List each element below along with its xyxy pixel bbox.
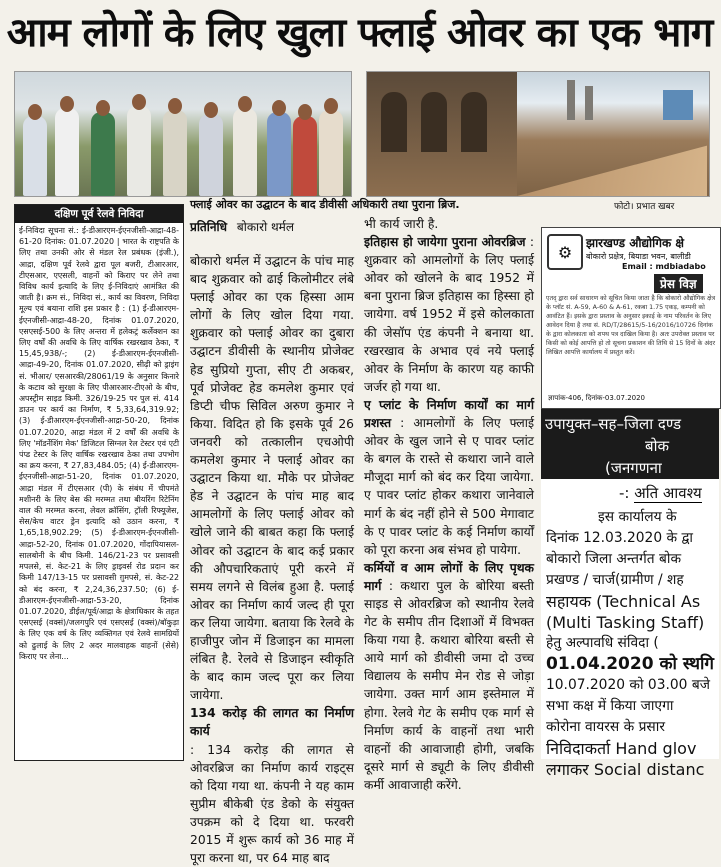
person-head xyxy=(204,102,218,118)
person xyxy=(163,110,187,196)
person xyxy=(127,106,151,196)
tender-title: दक्षिण पूर्व रेलवे निविदा xyxy=(15,205,183,223)
deputy-commissioner-notice xyxy=(541,409,719,779)
article-column-1 xyxy=(190,252,354,867)
press-release-label: प्रेस विज्ञ xyxy=(654,274,703,293)
chimney xyxy=(567,80,575,120)
notice-line: बोकारो जिला अन्तर्गत बोक xyxy=(546,551,682,567)
notice-line: प्रखण्ड / चार्ज(ग्रामीण / शह xyxy=(546,572,684,588)
person-head xyxy=(238,96,252,112)
notice-header-line: (जनगणना xyxy=(605,459,662,477)
chimney xyxy=(585,86,593,120)
notice-header-line: उपायुक्त–सह–जिला दण्ड xyxy=(545,415,681,433)
separate-route-text: : कथारा पुल के बोरिया बस्ती साइड से ओवरब्रिज को स्थानीय रेलवे गेट के समीप तीन दिशाओं में विभक्त किया गया है. कथारा बोरिया बस्ती से आये मार्ग को डीवीसी जमा दो उच्च विद्यालय के समीप मेन रोड से जोड़ा जायेगा. उक्त मार्ग आम इस्तेमाल में होगा. रेलवे गेट के समीप एक मार्ग से निर्माण कार्य के वाहनों तथा भारी वाहनों की आवाजाही होगी, जबकि दूसरे मार्ग से ड्यूटी के लिए डीवीसी कर्मी आवाजाही करेंगे. xyxy=(364,578,534,792)
old-bridge-text: : शुक्रवार को आमलोगों के लिए फ्लाई ओवर को खोलने के बाद 1952 में बना पुराना ब्रिज इतिहास का हिस्सा हो जायेगा. वर्ष 1952 में इसे कोलकाता की जेसॉप एंड कंपनी ने बनाया था. रखरखाव के अभाव एवं नये फ्लाई ओवर के निर्माण के कारण यह काफी जर्जर हो गया था. xyxy=(364,235,534,394)
person xyxy=(91,112,115,196)
person xyxy=(319,110,343,196)
ad-title: झारखण्ड औद्योगिक क्षे xyxy=(586,236,685,250)
person-head xyxy=(132,94,146,110)
subheading-cost: 134 करोड़ की लागत का निर्माण कार्य xyxy=(190,706,354,739)
emblem-icon: ⚙ xyxy=(547,234,583,270)
photo-credit: फोटो। प्रभात खबर xyxy=(614,202,675,212)
cost-text: : 134 करोड़ की लागत से ओवरब्रिज का निर्माण कार्य राइट्स को दिया गया था. कंपनी ने यह काम सुप्रीम बीकेबी एंड डेको के संयुक्त उपक्रम को दे दिया था. फरवरी 2015 में शुरू कार्य को 36 माह में पूरा करना था, पर 64 माह बाद xyxy=(190,742,354,866)
byline-location: बोकारो थर्मल xyxy=(236,220,294,234)
ad-body: एतद् द्वारा सर्व साधारण को सूचित किया जाता है कि बोकारो औद्योगिक क्षेत्र के प्लॉट सं. A-59, A-60 & A-61, रकबा 1.75 एकड़, कम्पनी को आवंटित हैं। इसके द्वारा प्रस्ताव के अनुसार इकाई के नाम परिवर्तन के लिए आवेदन दिया है तथा सं. RD/T/28615/5-16/2016/10726 दिनांक के द्वारा कोलकाता को शपथ पत्र दाखिल किया है। अतः उपरोक्त प्रस्ताव पर किसी को कोई आपत्ति हो तो सूचना प्रकाशन की तिथि से 15 दिनों के अंदर लिखित आपत्ति कार्यालय में प्रस्तुत करें। xyxy=(546,295,716,356)
notice-line: 10.07.2020 को 03.00 बजे xyxy=(546,677,710,693)
ad-subtitle: बोकारो प्रक्षेत्र, बियाडा भवन, बालीडी xyxy=(586,252,691,261)
notice-line: सहायक (Technical As xyxy=(546,592,701,611)
person xyxy=(267,112,291,196)
notice-header-line: बोक xyxy=(645,437,669,455)
notice-body xyxy=(541,503,719,780)
person xyxy=(293,116,317,196)
notice-header xyxy=(541,409,719,479)
person-head xyxy=(272,100,286,116)
bridge-deck xyxy=(517,112,707,196)
plant-route-text: : आमलोगों के लिए फ्लाई ओवर के खुल जाने से ए पावर प्लांट के बगल के रास्ते से कथारा जाने वाले मौजूदा मार्ग को बंद कर दिया जायेगा. ए पावर प्लांट होकर कथारा जानेवाले मार्ग के बंद नहीं होने से 500 मेगावाट के ए पावर प्लांट के कई निर्माण कार्यों को पूरा करना अब संभव हो पायेगा. xyxy=(364,416,534,557)
person xyxy=(55,108,79,196)
person-head xyxy=(96,100,110,116)
byline-label: प्रतिनिधि xyxy=(190,220,228,234)
notice-line: 01.04.2020 को स्थगि xyxy=(546,654,714,674)
bridge-arch xyxy=(381,92,407,152)
notice-line: इस कार्यालय के xyxy=(598,509,677,525)
railway-tender-box xyxy=(14,204,184,761)
subheading-separate-route: कर्मियों व आम लोगों के लिए पृथक मार्ग xyxy=(364,560,534,593)
article-text: बोकारो थर्मल में उद्घाटन के पांच माह बाद शुक्रवार को ढाई किलोमीटर लंबे फ्लाई ओवर का एक हिस्सा आम लोगों के लिए खोल दिया गया. शुक्रवार को फ्लाई ओवर का दुबारा उद्घाटन डीवीसी के स्थानीय प्रोजेक्ट हेड सुप्रियो गुप्ता, सीए टी अकबर, पूर्व प्रोजेक्ट हेड कमलेश कुमार एवं डिप्टी चीफ सिविल अरुण कुमार ने किया. विदित हो कि इसके पूर्व 26 जनवरी को तत्कालीन एचओपी कमलेश कुमार ने फ्लाई ओवर का उद्घाटन किया था. मौके पर प्रोजेक्ट हेड ने उद्घाटन के पांच माह बाद आमलोगों के लिए फ्लाई ओवर को खोले जाने की बाबत कहा कि फ्लाई ओवर को उद्घाटन के बाद कई प्रकार की औपचारिकताएं पूरी करने में समय लगने से विलंब हुआ है. फ्लाई ओवर का निर्माण कार्य जल्द ही पूरा कर लिया जायेगा. बताया कि रेलवे के हाजीपुर जोन में डिजाइन का मामला लंबित है. रेलवे से डिजाइन स्वीकृति के बाद काम जल्द पूरा कर लिया जायेगा. xyxy=(190,254,354,703)
bridge-arch xyxy=(421,92,447,152)
person xyxy=(23,116,47,196)
person-head xyxy=(168,98,182,114)
photo-caption: फ्लाई ओवर का उद्घाटन के बाद डीवीसी अधिकारी तथा पुराना ब्रिज. xyxy=(190,198,460,211)
notice-line: कोरोना वायरस के प्रसार xyxy=(546,719,665,735)
bridge-arch xyxy=(461,92,487,152)
person xyxy=(199,114,223,196)
old-bridge-photo xyxy=(366,71,710,197)
notice-line: सभा कक्ष में किया जाएगा xyxy=(546,698,674,714)
person xyxy=(233,108,257,196)
notice-line: लगाकर Social distanc xyxy=(546,760,705,779)
tender-body: ई-निविदा सूचना सं.: ई-डीआरएम-ईएनजीसी-आद्रा-48-61-20 दिनांक: 01.07.2020 | भारत के राष्ट्रपति के लिए तथा उनकी ओर से मंडल रेल प्रबंधक (इंजी.), आद्रा, दक्षिण पूर्व रेलवे द्वारा पूल बजरी, टीआरआर, टीएसआर, एएसली, वाहनों को किराए पर लेने तथा विविध कार्य इत्यादि के लिए ई-निविदाएं आमंत्रित की जाती है। क्रम सं., निविदा सं., कार्य का विवरण, निविदा मूल्य एवं बयाना राशि इस प्रकार है : (1) ई-डीआरएम-ईएनजीसी-आद्रा-48-20, दिनांक 01.07.2020, एसएसई-500 के लिए अन्तरा में हलेकट्रं कर्लेक्शन का लिए वर्षों की अवधि के लिए वार्षिक रखरखाव ठेका, ₹ 15,45,938/-; (2) ई-डीआरएम-ईएनजीसी-आद्रा-49-20, दिनांक 01.07.2020, सीढ़ी को ड्राइंग सं. भीआर/ एसआरकी/28061/19 के अनुसार किनारे के कटाव को सुरक्षा के लिए पीआरआर-टीएओ के बीच, अपस्ट्रीम साइड किमी. 326/19-25 पर पुल सं. 414 डाउन पर कार्य का निर्माण, ₹ 5,33,64,319.92; (3) ई-डीआरएम-ईएनजीसी-आद्रा-50-20, दिनांक 01.07.2020, आद्रा मंडल में 2 वर्षों की अवधि के लिए 'मॉडर्नेशिंग मेक' डिजिटल सिग्नल रेल टेस्टर एवं एटी पंप्ड टेस्टर के लिए वार्षिक रखरखाव ठेका तथा उपभोग का क्रय करना, ₹ 27,83,484.05; (4) ई-डीआरएम-ईएनजीसी-आद्रा-51-20, दिनांक 01.07.2020, आद्रा मंडल में टीएसआर (पी) के संबंध में चीपमंते मशीनरी के लिए बेस की मरम्मत तथा बीयरिंग रिटेनिंग वाल की मरम्मत करना, लेवल क्रॉसिंग, ट्रॉली रिफ्यूजेस, सेस/केच वाटर ड्रेन इत्यादि को उठान करना, ₹ 1,65,18,902.29; (5) ई-डीआरएम-ईएनजीसी-आद्रा-52-20, दिनांक 01.07.2020, गोंदापियासल-सालबोनी के बीच किमी. 146/21-23 पर प्रसावसी मपलसे, सं. केट-21 के लिए ड्राइवर्स रोड प्रदान कर किमी 147/13-15 पर प्रसावसी ग़ुमपसे, सं. केट-22 को बंद करना, ₹ 2,24,36,237.50; (6) ई-डीआरएम-ईएनजीसी-आद्रा-53-20, दिनांक 01.07.2020, डीईल/पूर्व/आद्रा के क्षेत्राधिकार के तहत एसएसई (वक्सं)/जलगपुरि एवं एसएसई (वक्सं)/बॉकुड़ा के लिए एक वर्ष के लिए व्यक्तिगत एवं रेलवे सामग्रियों को ढुलाई के लिए 2 अदर मालवाहक वाहनों (सेसे) किराए पर लेना... xyxy=(19,226,179,661)
continued-text: भी कार्य जारी है. xyxy=(364,217,439,231)
subheading-plant-route: ए प्लांट के निर्माण कार्यों का मार्ग प्रशस्त xyxy=(364,397,534,431)
person-head xyxy=(60,96,74,112)
ad-reference: ज्ञापांक-406, दिनांक-03.07.2020 xyxy=(548,394,646,402)
notice-title: -: अति आवश्य xyxy=(619,484,702,502)
headline: आम लोगों के लिए खुला फ्लाई ओवर का एक भाग xyxy=(6,10,713,56)
notice-line: हेतु अल्पावधि संविदा ( xyxy=(546,635,659,651)
notice-line: (Multi Tasking Staff) xyxy=(546,613,705,632)
notice-line: दिनांक 12.03.2020 के द्वा xyxy=(546,530,693,546)
person-head xyxy=(298,104,312,120)
plant-building xyxy=(663,90,693,120)
ad-email: Email : mdbiadabo xyxy=(622,262,706,271)
person-head xyxy=(28,104,42,120)
byline xyxy=(190,218,294,235)
notice-line: निविदाकर्ता Hand glov xyxy=(546,739,697,758)
jharkhand-industrial-ad xyxy=(541,227,721,409)
notice-title-text: अति आवश्य xyxy=(634,484,702,502)
person-head xyxy=(324,98,338,114)
subheading-old-bridge: इतिहास हो जायेगा पुराना ओवरब्रिज xyxy=(364,235,526,250)
officials-photo xyxy=(14,71,352,197)
article-column-2 xyxy=(364,215,534,794)
